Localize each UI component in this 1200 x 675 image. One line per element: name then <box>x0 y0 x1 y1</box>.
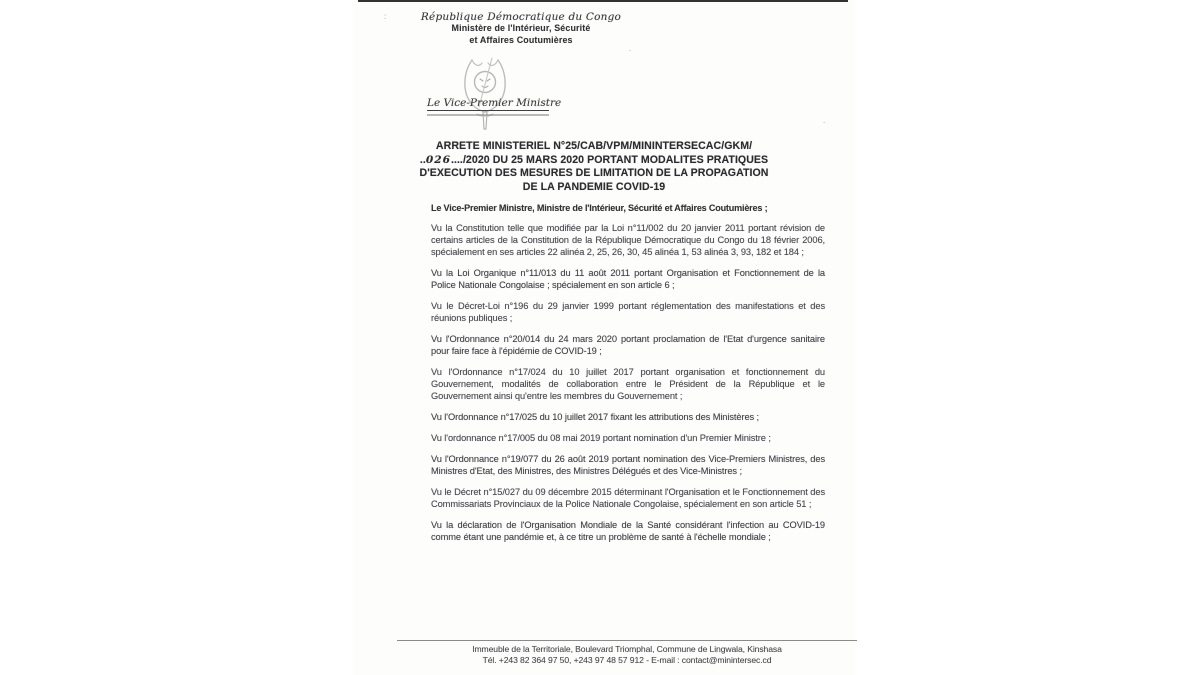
title-line-4: DE LA PANDEMIE COVID-19 <box>522 180 666 193</box>
drc-coat-of-arms-icon <box>459 55 511 133</box>
visa-paragraph: Vu la Loi Organique n°11/013 du 11 août 2011 portant Organisation et Fonctionnement de la Police Nationale Congolaise ; spécialement en son article 6 ; <box>431 268 825 290</box>
visa-paragraph: Vu l'Ordonnance n°17/024 du 10 juillet 2017 portant organisation et fonctionnement du Gouvernement, modalités de collaboration entre le Président de la République et le Gouvernement ainsi qu'entre les membres du Gouvernement ; <box>431 367 825 401</box>
handwritten-decree-number: 026 <box>425 153 451 166</box>
letterhead-footer <box>397 640 857 666</box>
decree-body <box>431 203 825 552</box>
scan-edge-line <box>358 0 848 2</box>
intro-line: Le Vice-Premier Ministre, Ministre de l'Intérieur, Sécurité et Affaires Coutumières ; <box>431 203 768 213</box>
visa-paragraph: Vu la Constitution telle que modifiée par la Loi n°11/002 du 20 janvier 2011 portant révision de certains articles de la Constitution de la République Démocratique du Congo du 18 février 2006, spécialement en ses articles 22 alinéa 2, 25, 26, 30, 45 alinéa 1, 53 alinéa 3, 93, 182 et 184 ; <box>431 223 825 257</box>
visa-paragraph: Vu l'Ordonnance n°19/077 du 26 août 2019 portant nomination des Vice-Premiers Ministres, des Ministres d'Etat, des Ministres, des Ministres Délégués et des Vice-Ministres ; <box>431 454 825 476</box>
title-line-2-text: /2020 DU 25 MARS 2020 PORTANT MODALITES PRATIQUES <box>462 153 769 166</box>
document-page <box>353 0 855 675</box>
visa-paragraph: Vu l'Ordonnance n°20/014 du 24 mars 2020 portant proclamation de l'Etat d'urgence sanitaire pour faire face à l'épidémie de COVID-19 ; <box>431 334 825 356</box>
ministry-name-line1: Ministère de l'Intérieur, Sécurité <box>451 23 591 33</box>
title-line-3: D'EXECUTION DES MESURES DE LIMITATION DE LA PROPAGATION <box>419 167 769 180</box>
office-title: Le Vice-Premier Ministre <box>427 97 562 109</box>
visa-paragraph: Vu la déclaration de l'Organisation Mondiale de la Santé considérant l'infection au COVID-19 comme étant une pandémie et, à ce titre un problème de santé à l'échelle mondiale ; <box>431 520 825 542</box>
scan-speck: . <box>823 116 826 125</box>
office-signature-block <box>427 97 562 114</box>
visa-paragraph: Vu le Décret-Loi n°196 du 29 janvier 1999 portant réglementation des manifestations et des réunions publiques ; <box>431 301 825 323</box>
title-line-1: ARRETE MINISTERIEL N°25/CAB/VPM/MININTERSECAC/GKM/ <box>435 140 753 152</box>
footer-address: Immeuble de la Territoriale, Boulevard Triomphal, Commune de Lingwala, Kinshasa <box>472 644 782 654</box>
title-line-2 <box>409 154 779 168</box>
scan-speck: : <box>384 12 387 21</box>
dotted-blank: .... <box>450 153 463 166</box>
scan-speck: . <box>629 44 632 53</box>
visa-paragraph: Vu le Décret n°15/027 du 09 décembre 2015 déterminant l'Organisation et le Fonctionnement des Commissariats Provinciaux de la Police Nationale Congolaise, spécialement en son article 51 ; <box>431 487 825 509</box>
footer-contact: Tél. +243 82 364 97 50, +243 97 48 57 912 - E-mail : contact@minintersec.cd <box>482 655 772 665</box>
decree-title <box>409 140 779 194</box>
ministry-name-line2: et Affaires Coutumières <box>469 34 573 45</box>
office-underline <box>427 110 549 114</box>
visa-paragraph: Vu l'Ordonnance n°17/025 du 10 juillet 2017 fixant les attributions des Ministères ; <box>431 412 760 422</box>
country-name: République Démocratique du Congo <box>420 11 622 23</box>
dotted-blank: .. <box>419 153 426 166</box>
visa-paragraph: Vu l'ordonnance n°17/005 du 08 mai 2019 portant nomination d'un Premier Ministre ; <box>431 433 771 443</box>
letterhead <box>405 11 637 46</box>
